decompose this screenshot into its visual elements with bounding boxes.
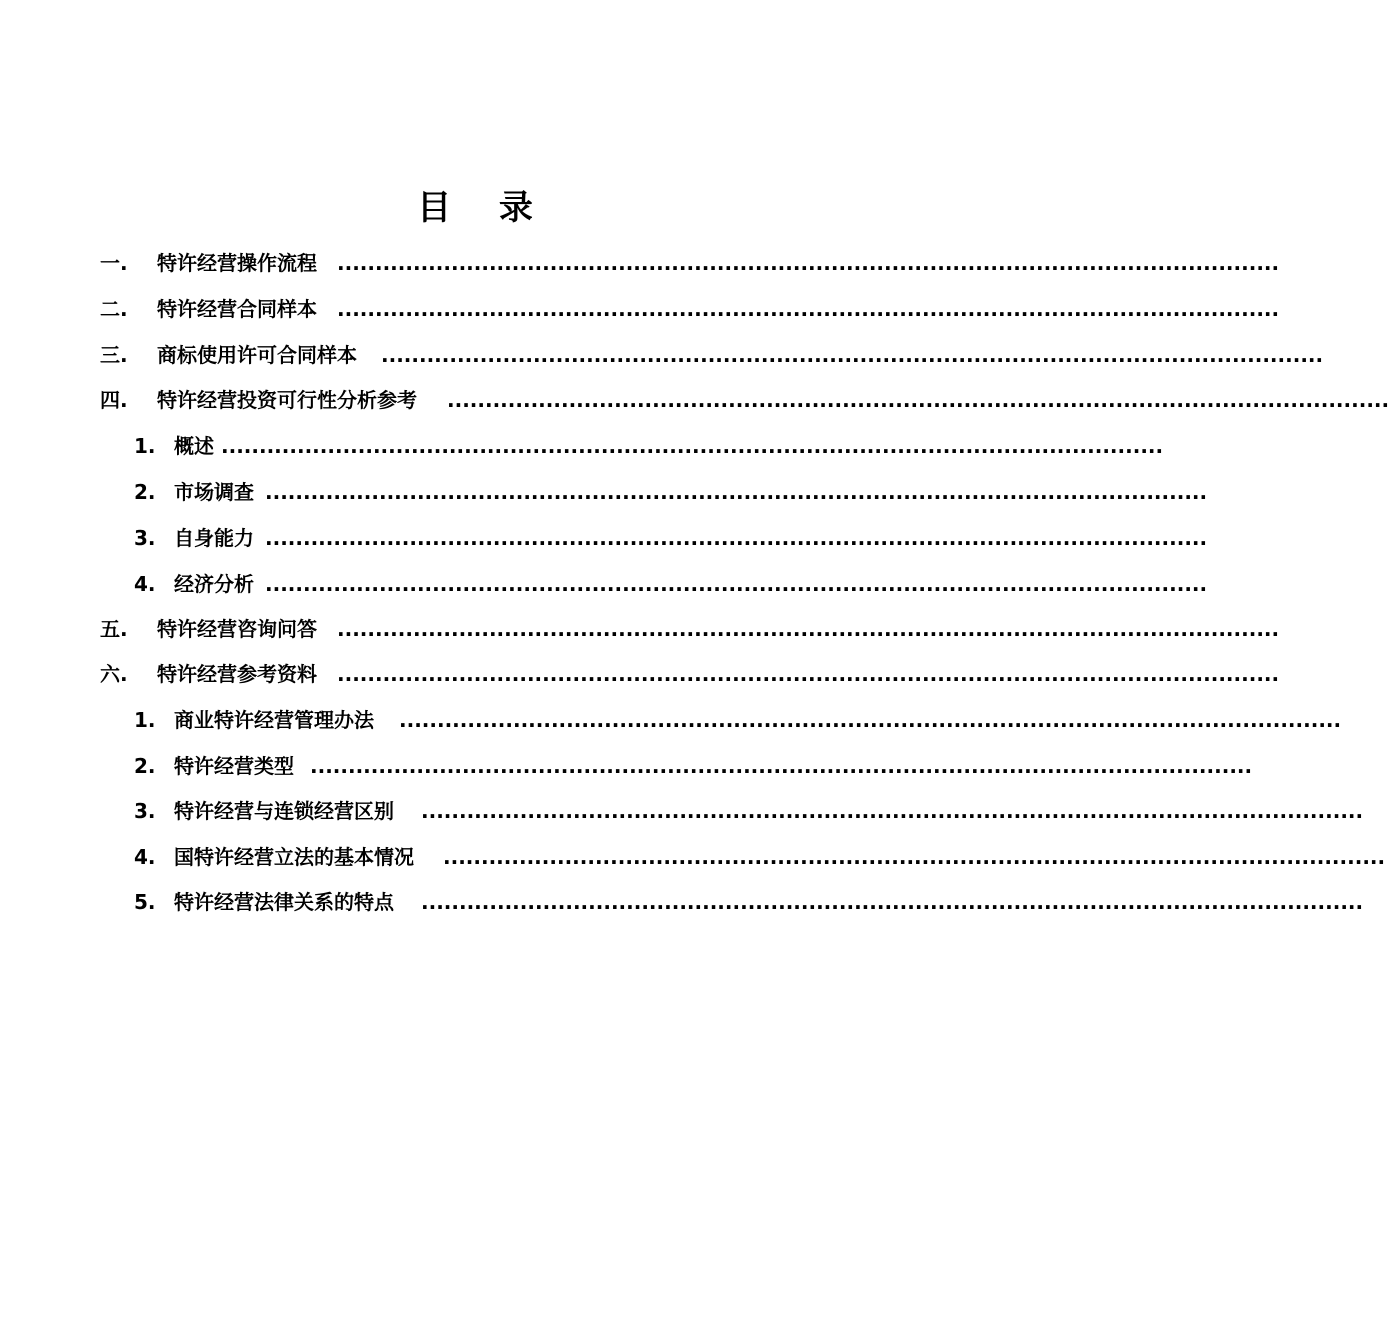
toc-entry-title: 概述 — [174, 434, 214, 458]
toc-entry-title: 自身能力 — [174, 526, 254, 550]
toc-entry-number: 六. — [100, 662, 128, 686]
toc-entry-number: 五. — [100, 617, 128, 641]
toc-entry-number: 四. — [100, 388, 128, 412]
toc-leader-dots: ............................................................................................................................ — [447, 388, 1389, 412]
toc-entry-number: 二. — [100, 297, 128, 321]
toc-entry-title: 经济分析 — [174, 572, 254, 596]
toc-entry-number: 一. — [100, 251, 128, 275]
toc-entry-title: 特许经营合同样本 — [157, 297, 317, 321]
toc-leader-dots: ............................................................................................................................ — [265, 480, 1208, 504]
toc-leader-dots: ............................................................................................................................ — [337, 662, 1280, 686]
toc-entry-number: 3. — [134, 799, 156, 823]
toc-entry-title: 特许经营参考资料 — [157, 662, 317, 686]
toc-leader-dots: ............................................................................................................................ — [381, 343, 1324, 367]
toc-entry-title: 特许经营与连锁经营区别 — [174, 799, 394, 823]
toc-entry-number: 4. — [134, 845, 156, 869]
toc-entry-number: 三. — [100, 343, 128, 367]
toc-leader-dots: ............................................................................................................................ — [265, 526, 1208, 550]
toc-entry-title: 特许经营投资可行性分析参考 — [157, 388, 417, 412]
toc-entry-number: 4. — [134, 572, 156, 596]
toc-entry-number: 2. — [134, 480, 156, 504]
toc-entry-number: 3. — [134, 526, 156, 550]
toc-entry-title: 国特许经营立法的基本情况 — [174, 845, 414, 869]
toc-entry-number: 1. — [134, 434, 156, 458]
page-title: 目 录 — [417, 188, 551, 228]
toc-leader-dots: ............................................................................................................................ — [310, 754, 1253, 778]
toc-entry-title: 特许经营类型 — [174, 754, 294, 778]
toc-leader-dots: ............................................................................................................................ — [221, 434, 1164, 458]
toc-leader-dots: ............................................................................................................................ — [443, 845, 1386, 869]
toc-entry-title: 特许经营法律关系的特点 — [174, 890, 394, 914]
toc-leader-dots: ............................................................................................................................ — [399, 708, 1342, 732]
toc-entry-title: 特许经营操作流程 — [157, 251, 317, 275]
toc-entry-title: 特许经营咨询问答 — [157, 617, 317, 641]
toc-entry-title: 市场调查 — [174, 480, 254, 504]
toc-leader-dots: ............................................................................................................................ — [421, 890, 1364, 914]
toc-leader-dots: ............................................................................................................................ — [337, 297, 1280, 321]
toc-entry-title: 商业特许经营管理办法 — [174, 708, 374, 732]
toc-leader-dots: ............................................................................................................................ — [421, 799, 1364, 823]
toc-entry-title: 商标使用许可合同样本 — [157, 343, 357, 367]
toc-entry-number: 2. — [134, 754, 156, 778]
toc-leader-dots: ............................................................................................................................ — [265, 572, 1208, 596]
toc-leader-dots: ............................................................................................................................ — [337, 251, 1280, 275]
toc-entry-number: 5. — [134, 890, 156, 914]
toc-entry-number: 1. — [134, 708, 156, 732]
toc-leader-dots: ............................................................................................................................ — [337, 617, 1280, 641]
